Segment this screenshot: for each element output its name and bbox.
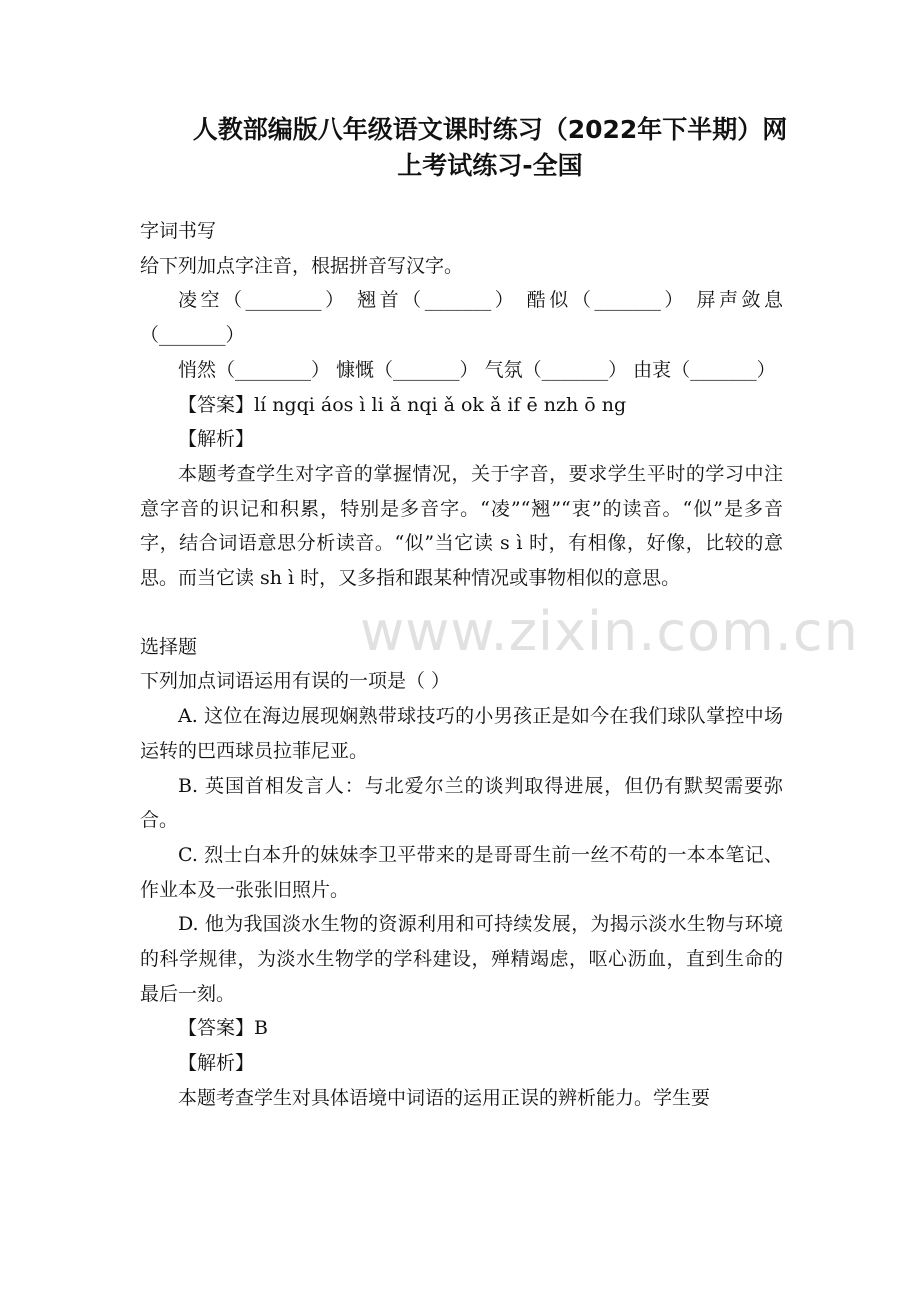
question-item-row: 悄然（________） 慷慨（_______） 气氛（_______） 由衷（_______）: [178, 358, 776, 381]
analysis-text: 本题考查学生对字音的掌握情况，关于字音，要求学生平时的学习中注意字音的识记和积累，特别是多音字。“凌”“翘”“衷”的读音。“似”是多音字，结合词语意思分析读音。“似”当它读 s ì 时，有相像，好像，比较的意思。而当它读 sh ì 时，又多指和跟某种情况或事物相似的意思。: [140, 462, 783, 590]
section-heading-multiple-choice: 选择题: [140, 635, 198, 658]
document-body: [140, 214, 783, 1116]
analysis-text: 本题考查学生对具体语境中词语的运用正误的辨析能力。学生要: [178, 1086, 711, 1109]
document-title: [160, 112, 820, 184]
question-text: 下列加点词语运用有误的一项是（ ）: [140, 670, 451, 693]
title-line-1: 人教部编版八年级语文课时练习（2022年下半期）网: [192, 115, 788, 144]
question-text: 给下列加点字注音，根据拼音写汉字。: [140, 254, 464, 277]
section-gap: [140, 596, 783, 630]
section-heading-vocabulary: 字词书写: [140, 220, 217, 242]
analysis-label: 【解析】: [178, 428, 255, 451]
title-line-2: 上考试练习-全国: [397, 151, 583, 180]
question-item-row: 凌空（________） 翘首（_______） 酷似（_______） 屏声敛息（_______）: [140, 289, 783, 347]
analysis-label: 【解析】: [178, 1052, 255, 1075]
answer-text: 【答案】lí ngqi áos ì li ǎ nqi ǎ ok ǎ if ē nzh ō ng: [178, 393, 627, 416]
answer-text: 【答案】B: [178, 1017, 268, 1040]
watermark: www.zixin.com.cn: [360, 600, 859, 663]
option-b: B. 英国首相发言人：与北爱尔兰的谈判取得进展，但仍有默契需要弥合。: [140, 774, 783, 832]
option-a: A. 这位在海边展现娴熟带球技巧的小男孩正是如今在我们球队掌控中场运转的巴西球员拉菲尼亚。: [140, 705, 783, 762]
option-c: C. 烈士白本升的妹妹李卫平带来的是哥哥生前一丝不苟的一本本笔记、作业本及一张张旧照片。: [140, 843, 783, 901]
option-d: D. 他为我国淡水生物的资源利用和可持续发展，为揭示淡水生物与环境的科学规律，为淡水生物学的学科建设，殚精竭虑，呕心沥血，直到生命的最后一刻。: [140, 913, 783, 1005]
